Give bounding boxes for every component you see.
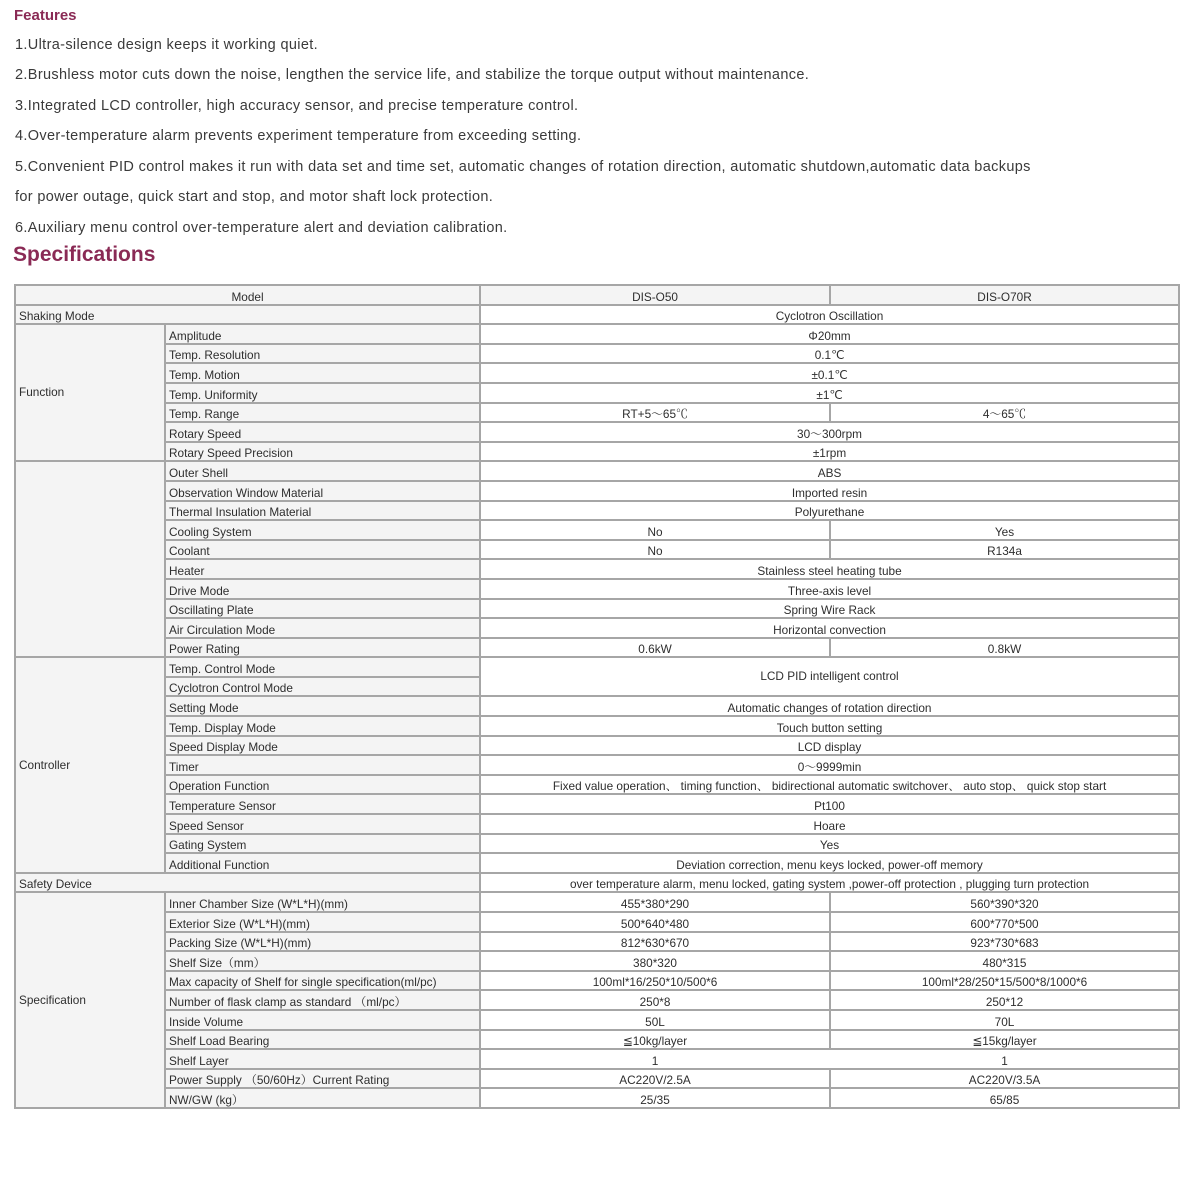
table-row <box>15 618 1179 638</box>
model-name-dis-o70r: DIS-O70R <box>830 285 1179 305</box>
row-label: Cyclotron Control Mode <box>165 677 480 697</box>
value-dis-o50: 50L <box>480 1010 830 1030</box>
row-label: Setting Mode <box>165 696 480 716</box>
row-label: Outer Shell <box>165 461 480 481</box>
table-row <box>15 383 1179 403</box>
table-row <box>15 540 1179 560</box>
safety-device-row <box>15 873 1179 893</box>
specifications-heading: Specifications <box>13 243 156 266</box>
row-value: Three-axis level <box>480 579 1179 599</box>
row-label: Temp. Uniformity <box>165 383 480 403</box>
row-value: Horizontal convection <box>480 618 1179 638</box>
row-label: Safety Device <box>15 873 480 893</box>
row-value: LCD display <box>480 736 1179 756</box>
table-row <box>15 403 1179 423</box>
value-dis-o50: ≦10kg/layer <box>480 1030 830 1050</box>
row-label: Shelf Load Bearing <box>165 1030 480 1050</box>
row-label: Thermal Insulation Material <box>165 501 480 521</box>
row-value: over temperature alarm, menu locked, gating system ,power-off protection , plugging turn protection <box>480 873 1179 893</box>
row-label: Max capacity of Shelf for single specification(ml/pc) <box>165 971 480 991</box>
feature-item-2: 2.Brushless motor cuts down the noise, lengthen the service life, and stabilize the torque output without maintenance. <box>15 67 810 83</box>
feature-item-1: 1.Ultra-silence design keeps it working quiet. <box>15 37 319 53</box>
row-value: LCD PID intelligent control <box>480 657 1179 696</box>
table-row <box>15 696 1179 716</box>
row-label: Packing Size (W*L*H)(mm) <box>165 932 480 952</box>
row-label: Temperature Sensor <box>165 794 480 814</box>
table-row <box>15 912 1179 932</box>
row-label: Exterior Size (W*L*H)(mm) <box>165 912 480 932</box>
row-label: Speed Sensor <box>165 814 480 834</box>
table-row <box>15 324 1179 344</box>
table-row <box>15 599 1179 619</box>
table-row <box>15 990 1179 1010</box>
construction-group-label <box>15 461 165 657</box>
table-row <box>15 794 1179 814</box>
table-row <box>15 834 1179 854</box>
table-row <box>15 442 1179 462</box>
value-dis-o50: 1 <box>480 1049 830 1069</box>
feature-item-3: 3.Integrated LCD controller, high accuracy sensor, and precise temperature control. <box>15 98 579 114</box>
row-label: Operation Function <box>165 775 480 795</box>
feature-item-6: 6.Auxiliary menu control over-temperature alert and deviation calibration. <box>15 220 508 236</box>
row-value: Φ20mm <box>480 324 1179 344</box>
value-dis-o50: AC220V/2.5A <box>480 1069 830 1089</box>
model-name-dis-o50: DIS-O50 <box>480 285 830 305</box>
table-row <box>15 520 1179 540</box>
row-value: ±1℃ <box>480 383 1179 403</box>
feature-item-5-continued: for power outage, quick start and stop, and motor shaft lock protection. <box>15 189 494 205</box>
row-value: Hoare <box>480 814 1179 834</box>
row-value: Fixed value operation、 timing function、 bidirectional automatic switchover、 auto stop、 quick stop start <box>480 775 1179 795</box>
row-label: Temp. Range <box>165 403 480 423</box>
shaking-mode-row <box>15 305 1179 325</box>
table-row <box>15 932 1179 952</box>
table-row <box>15 1088 1179 1108</box>
row-value: 0～9999min <box>480 755 1179 775</box>
row-value: 0.1℃ <box>480 344 1179 364</box>
row-value: ±0.1℃ <box>480 363 1179 383</box>
table-row <box>15 971 1179 991</box>
value-dis-o50: 380*320 <box>480 951 830 971</box>
row-value: Pt100 <box>480 794 1179 814</box>
value-dis-o50: No <box>480 540 830 560</box>
row-label: Inside Volume <box>165 1010 480 1030</box>
row-label: Rotary Speed <box>165 422 480 442</box>
table-row <box>15 814 1179 834</box>
table-row <box>15 501 1179 521</box>
row-value: Yes <box>480 834 1179 854</box>
table-row <box>15 559 1179 579</box>
value-dis-o70r: AC220V/3.5A <box>830 1069 1179 1089</box>
row-label: Gating System <box>165 834 480 854</box>
row-value: Touch button setting <box>480 716 1179 736</box>
value-dis-o50: 455*380*290 <box>480 892 830 912</box>
header-row <box>15 285 1179 305</box>
table-row <box>15 1069 1179 1089</box>
value-dis-o50: 0.6kW <box>480 638 830 658</box>
row-value: Imported resin <box>480 481 1179 501</box>
value-dis-o70r: 4～65℃ <box>830 403 1179 423</box>
row-value: Polyurethane <box>480 501 1179 521</box>
row-label: Cooling System <box>165 520 480 540</box>
table-row <box>15 579 1179 599</box>
table-row <box>15 853 1179 873</box>
row-label: Speed Display Mode <box>165 736 480 756</box>
value-dis-o70r: 65/85 <box>830 1088 1179 1108</box>
table-row <box>15 481 1179 501</box>
function-group-label: Function <box>15 324 165 461</box>
value-dis-o70r: ≦15kg/layer <box>830 1030 1179 1050</box>
row-value: ±1rpm <box>480 442 1179 462</box>
value-dis-o70r: 600*770*500 <box>830 912 1179 932</box>
value-dis-o50: 812*630*670 <box>480 932 830 952</box>
row-label: NW/GW (kg） <box>165 1088 480 1108</box>
row-label: Power Supply （50/60Hz）Current Rating <box>165 1069 480 1089</box>
table-row <box>15 461 1179 481</box>
row-label: Air Circulation Mode <box>165 618 480 638</box>
row-value: Cyclotron Oscillation <box>480 305 1179 325</box>
features-heading: Features <box>14 7 77 24</box>
table-row <box>15 344 1179 364</box>
value-dis-o50: RT+5～65℃ <box>480 403 830 423</box>
table-row <box>15 422 1179 442</box>
value-dis-o70r: 250*12 <box>830 990 1179 1010</box>
table-row <box>15 363 1179 383</box>
row-label: Number of flask clamp as standard （ml/pc） <box>165 990 480 1010</box>
value-dis-o50: 25/35 <box>480 1088 830 1108</box>
value-dis-o70r: 100ml*28/250*15/500*8/1000*6 <box>830 971 1179 991</box>
feature-item-4: 4.Over-temperature alarm prevents experiment temperature from exceeding setting. <box>15 128 582 144</box>
specification-group-label: Specification <box>15 892 165 1108</box>
row-label: Coolant <box>165 540 480 560</box>
row-label: Temp. Motion <box>165 363 480 383</box>
row-value: ABS <box>480 461 1179 481</box>
value-dis-o50: 500*640*480 <box>480 912 830 932</box>
row-label: Power Rating <box>165 638 480 658</box>
table-row <box>15 775 1179 795</box>
table-row <box>15 716 1179 736</box>
value-dis-o70r: 560*390*320 <box>830 892 1179 912</box>
table-row <box>15 892 1179 912</box>
controller-group-label: Controller <box>15 657 165 873</box>
row-label: Oscillating Plate <box>165 599 480 619</box>
row-value: Stainless steel heating tube <box>480 559 1179 579</box>
value-dis-o50: No <box>480 520 830 540</box>
value-dis-o70r: 480*315 <box>830 951 1179 971</box>
row-label: Temp. Resolution <box>165 344 480 364</box>
row-label: Observation Window Material <box>165 481 480 501</box>
row-label: Rotary Speed Precision <box>165 442 480 462</box>
row-label: Drive Mode <box>165 579 480 599</box>
row-label: Additional Function <box>165 853 480 873</box>
table-row <box>15 736 1179 756</box>
table-row <box>15 1030 1179 1050</box>
row-label: Shaking Mode <box>15 305 480 325</box>
row-label: Heater <box>165 559 480 579</box>
row-label: Inner Chamber Size (W*L*H)(mm) <box>165 892 480 912</box>
row-value: Spring Wire Rack <box>480 599 1179 619</box>
table-row <box>15 638 1179 658</box>
row-label: Timer <box>165 755 480 775</box>
model-header: Model <box>15 285 480 305</box>
value-dis-o70r: 0.8kW <box>830 638 1179 658</box>
value-dis-o70r: Yes <box>830 520 1179 540</box>
row-value: Automatic changes of rotation direction <box>480 696 1179 716</box>
value-dis-o70r: 70L <box>830 1010 1179 1030</box>
specifications-table <box>14 284 1180 1109</box>
row-label: Amplitude <box>165 324 480 344</box>
table-row <box>15 755 1179 775</box>
table-row <box>15 951 1179 971</box>
table-row <box>15 1049 1179 1069</box>
value-dis-o70r: 923*730*683 <box>830 932 1179 952</box>
row-label: Shelf Layer <box>165 1049 480 1069</box>
value-dis-o70r: 1 <box>830 1049 1179 1069</box>
value-dis-o70r: R134a <box>830 540 1179 560</box>
row-label: Temp. Display Mode <box>165 716 480 736</box>
table-row <box>15 1010 1179 1030</box>
table-row <box>15 657 1179 677</box>
row-value: 30～300rpm <box>480 422 1179 442</box>
row-label: Shelf Size（mm） <box>165 951 480 971</box>
value-dis-o50: 250*8 <box>480 990 830 1010</box>
value-dis-o50: 100ml*16/250*10/500*6 <box>480 971 830 991</box>
row-label: Temp. Control Mode <box>165 657 480 677</box>
feature-item-5: 5.Convenient PID control makes it run with data set and time set, automatic changes of rotation direction, automatic shutdown,automatic data backups <box>15 159 1031 175</box>
row-value: Deviation correction, menu keys locked, power-off memory <box>480 853 1179 873</box>
